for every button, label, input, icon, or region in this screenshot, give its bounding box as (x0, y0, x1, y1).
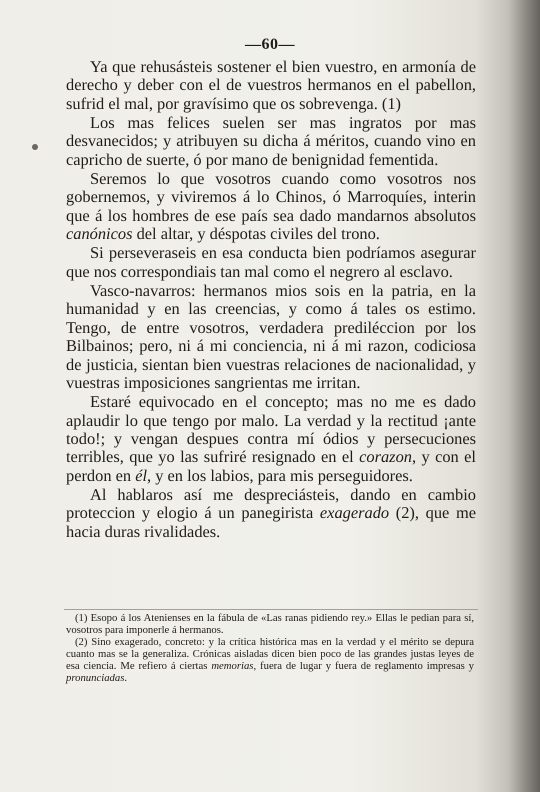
ink-spot (32, 144, 38, 150)
paragraph-6-italic-corazon: corazon (359, 447, 412, 467)
paragraph-2 (66, 114, 476, 169)
paragraph-6-text-a: Estaré equivocado en el concepto; mas no me es dado aplaudir lo que tengo por malo. La verdad y la rectitud ¡ante todo!; y vengan despues contra mí ódios y persecuciones terribles, que yo las sufriré resignado en el (66, 392, 476, 467)
footnote-1 (66, 612, 474, 636)
footnote-2-text-a: (2) Sino exagerado, concreto: y la crítica histórica mas en la verdad y el mérito se depura cuanto mas se la generaliza. Crónicas aisladas dicen bien poco de las grandes justas leyes de esa ciencia. Me refiero á ciertas (66, 636, 474, 673)
paragraph-7-text-b: (2), que me hacia duras rivalidades. (66, 503, 476, 541)
paragraph-3-italic-term: canónicos (66, 224, 133, 244)
paragraph-3 (66, 170, 476, 243)
paragraph-6-italic-el: él (135, 465, 148, 485)
paragraph-7-text-a: Al hablaros así me despreciásteis, dando en cambio proteccion y elogio á un panegirista (66, 484, 476, 523)
footnote-2-italic-memorias: memorias (211, 660, 254, 673)
paragraph-4-text: Si perseveraseis en esa conducta bien podríamos asegurar que nos correspondiais tan mal como el negrero al esclavo. (66, 243, 476, 281)
footnote-2-italic-pronunciadas: pronunciadas (66, 672, 125, 685)
paragraph-3-text-b: del altar, y déspotas civiles del trono. (132, 224, 380, 244)
paragraph-6-text-b: , y con el perdon en (66, 447, 476, 485)
footnote-2-text-b: , fuera de lugar y fuera de reglamento impresas y (253, 660, 474, 673)
paragraph-3-text-a: Seremos lo que vosotros cuando como vosotros nos gobernemos, y viviremos á lo Chinos, ó Marroquíes, interin que á los hombres de ese país sea dado mandarnos absolutos (66, 169, 476, 225)
footnotes (66, 612, 474, 685)
page-number: —60— (245, 36, 295, 53)
footnote-1-text: (1) Esopo á los Atenienses en la fábula de «Las ranas pidiendo rey.» Ellas le pedian para sí, vosotros para imponerle á hermanos. (66, 612, 474, 637)
page-gutter-shadow (508, 0, 540, 792)
footnote-2 (66, 636, 474, 684)
paragraph-1 (66, 58, 476, 113)
footnote-2-text-c: . (124, 672, 128, 685)
paragraph-5 (66, 282, 476, 392)
footnote-divider (64, 609, 478, 610)
paragraph-6-text-c: , y en los labios, para mis perseguidores. (147, 465, 413, 485)
paragraph-1-text: Ya que rehusásteis sostener el bien vuestro, en armonía de derecho y deber con el de vuestros hermanos en el pabellon, sufrid el mal, por gravísimo que os sobrevenga. (1) (66, 57, 476, 113)
paragraph-6 (66, 393, 476, 485)
paragraph-2-text: Los mas felices suelen ser mas ingratos por mas desvanecidos; y atribuyen su dicha á méritos, cuando vino en capricho de suerte, ó por mano de benignidad fementida. (66, 113, 476, 169)
main-text (66, 58, 476, 541)
paragraph-7-italic-exagerado: exagerado (319, 503, 390, 523)
paragraph-5-text: Vasco-navarros: hermanos mios sois en la patria, en la humanidad y en las creencias, y como á tales os estimo. Tengo, de entre vosotros, verdadera prediléccion por los Bilbainos; pero, ni á mi conciencia, ni á mi razon, codiciosa de justicia, sientan bien vuestras relaciones de nacionalidad, y vuestras imposiciones sangrientas me irritan. (66, 281, 476, 392)
paragraph-7 (66, 486, 476, 541)
paragraph-4 (66, 244, 476, 281)
